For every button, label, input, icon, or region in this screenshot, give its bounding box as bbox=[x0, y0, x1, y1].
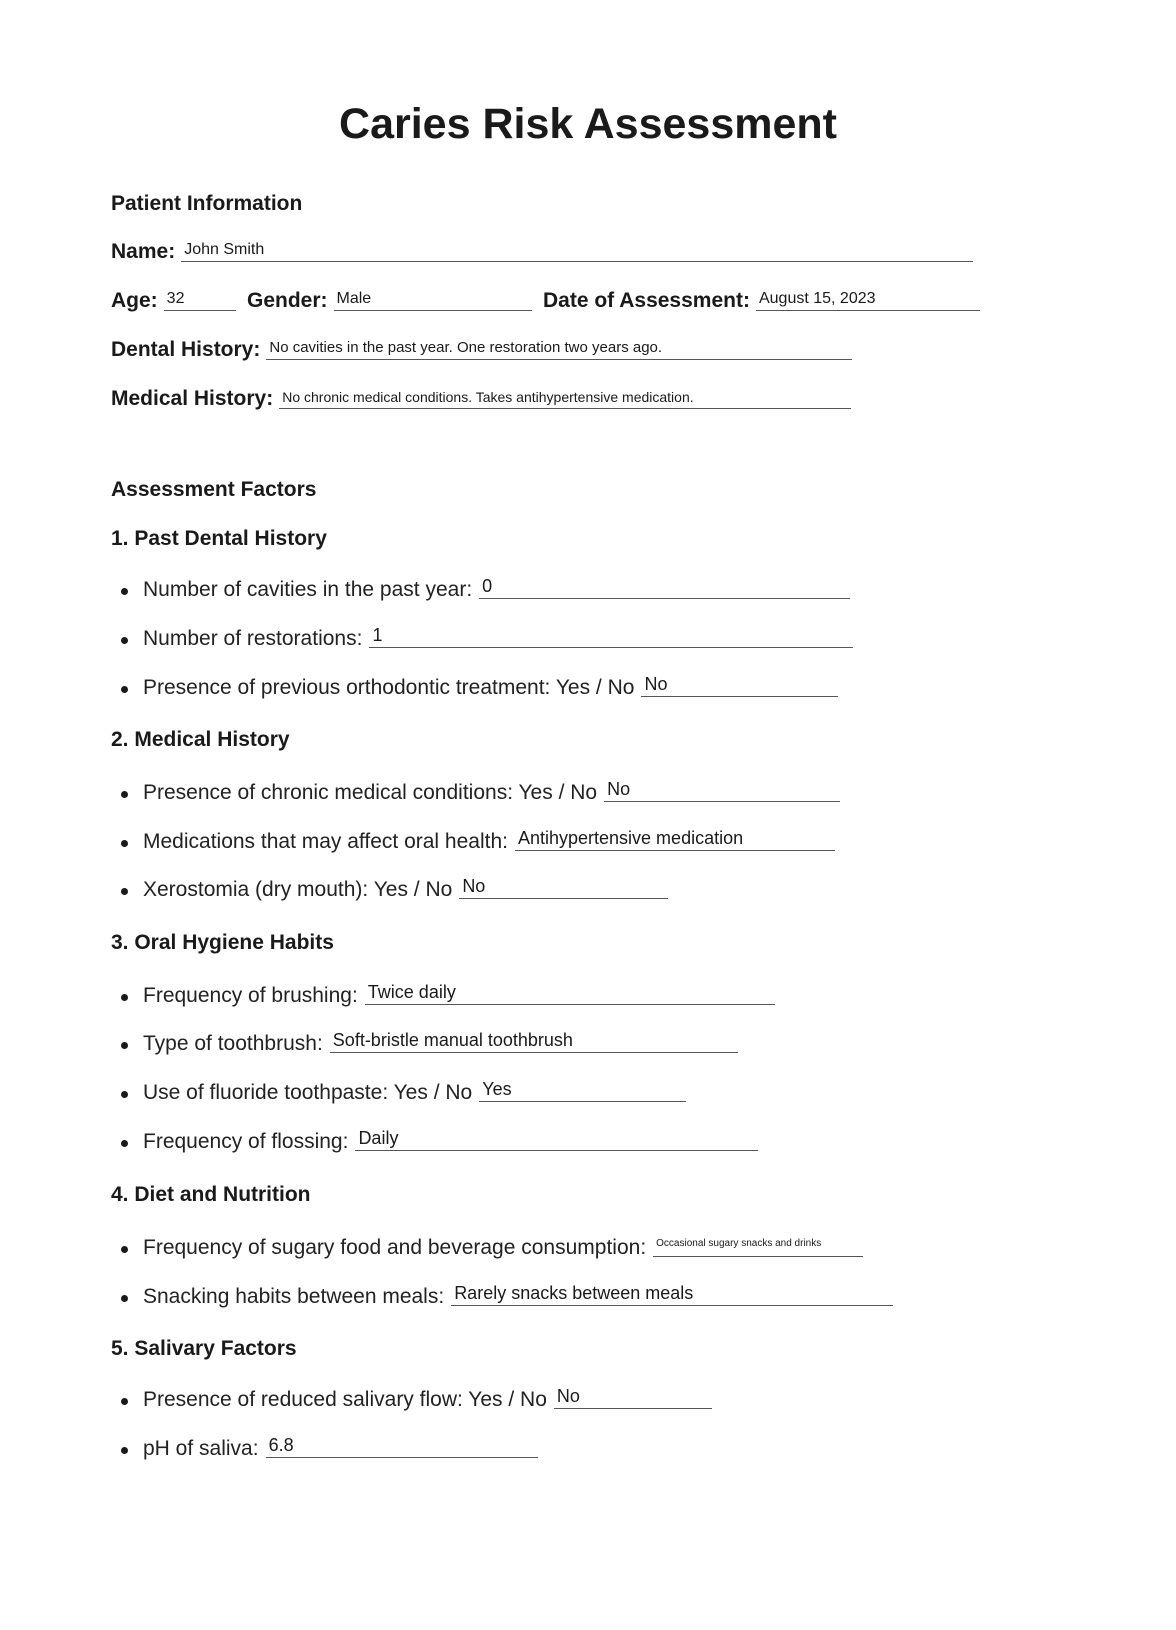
item-label: Type of toothbrush: bbox=[143, 1032, 323, 1055]
dental-history-value[interactable]: No cavities in the past year. One restoration two years ago. bbox=[266, 338, 852, 360]
item-value[interactable]: Occasional sugary snacks and drinks bbox=[653, 1233, 863, 1257]
item-value[interactable]: Antihypertensive medication bbox=[515, 827, 835, 851]
list-item bbox=[121, 878, 668, 902]
list-item bbox=[121, 830, 835, 854]
list-item bbox=[121, 1032, 738, 1056]
list-item bbox=[121, 1236, 863, 1260]
bullet bbox=[121, 1091, 128, 1098]
gender-label: Gender: bbox=[247, 289, 328, 312]
list-item bbox=[121, 627, 853, 651]
item-label: Frequency of sugary food and beverage consumption: bbox=[143, 1236, 647, 1259]
item-value[interactable]: No bbox=[604, 778, 840, 802]
item-label: Use of fluoride toothpaste: Yes / No bbox=[143, 1081, 473, 1104]
list-item bbox=[121, 1437, 538, 1461]
section-heading: 3. Oral Hygiene Habits bbox=[111, 931, 334, 954]
medical-history-label: Medical History: bbox=[111, 387, 274, 410]
item-label: pH of saliva: bbox=[143, 1437, 259, 1460]
bullet bbox=[121, 791, 128, 798]
section-heading: 5. Salivary Factors bbox=[111, 1337, 297, 1360]
section-heading: 2. Medical History bbox=[111, 728, 290, 751]
item-label: Number of restorations: bbox=[143, 627, 363, 650]
item-label: Xerostomia (dry mouth): Yes / No bbox=[143, 878, 453, 901]
name-field bbox=[111, 240, 973, 264]
bullet bbox=[121, 1140, 128, 1147]
item-label: Presence of reduced salivary flow: Yes / No bbox=[143, 1388, 547, 1411]
item-value[interactable]: Soft-bristle manual toothbrush bbox=[330, 1029, 738, 1053]
bullet bbox=[121, 994, 128, 1001]
list-item bbox=[121, 1130, 758, 1154]
list-item bbox=[121, 676, 838, 700]
bullet bbox=[121, 1295, 128, 1302]
list-item bbox=[121, 984, 775, 1008]
item-label: Frequency of brushing: bbox=[143, 984, 358, 1007]
bullet bbox=[121, 686, 128, 693]
bullet bbox=[121, 1042, 128, 1049]
bullet bbox=[121, 840, 128, 847]
gender-value[interactable]: Male bbox=[334, 289, 532, 311]
bullet bbox=[121, 1398, 128, 1405]
item-label: Presence of previous orthodontic treatment: Yes / No bbox=[143, 676, 635, 699]
item-value[interactable]: Yes bbox=[479, 1078, 686, 1102]
item-value[interactable]: No bbox=[459, 875, 668, 899]
item-value[interactable]: No bbox=[641, 673, 838, 697]
item-value[interactable]: 6.8 bbox=[266, 1434, 538, 1458]
item-value[interactable]: Twice daily bbox=[365, 981, 775, 1005]
item-label: Number of cavities in the past year: bbox=[143, 578, 473, 601]
item-label: Frequency of flossing: bbox=[143, 1130, 349, 1153]
bullet bbox=[121, 1246, 128, 1253]
medical-history-field bbox=[111, 387, 851, 411]
item-value[interactable]: No bbox=[554, 1385, 712, 1409]
dental-history-label: Dental History: bbox=[111, 338, 261, 361]
list-item bbox=[121, 578, 850, 602]
gender-field bbox=[247, 289, 532, 313]
item-value[interactable]: Rarely snacks between meals bbox=[451, 1282, 893, 1306]
page-title: Caries Risk Assessment bbox=[339, 100, 837, 148]
bullet bbox=[121, 637, 128, 644]
item-label: Presence of chronic medical conditions: Yes / No bbox=[143, 781, 598, 804]
name-label: Name: bbox=[111, 240, 176, 263]
age-label: Age: bbox=[111, 289, 158, 312]
date-value[interactable]: August 15, 2023 bbox=[756, 289, 980, 311]
age-field bbox=[111, 289, 236, 313]
bullet bbox=[121, 588, 128, 595]
list-item bbox=[121, 781, 840, 805]
list-item bbox=[121, 1285, 893, 1309]
date-of-assessment-field bbox=[543, 289, 980, 313]
date-label: Date of Assessment: bbox=[543, 289, 750, 312]
section-heading: 4. Diet and Nutrition bbox=[111, 1183, 311, 1206]
section-heading: 1. Past Dental History bbox=[111, 527, 327, 550]
item-value[interactable]: 0 bbox=[479, 575, 850, 599]
dental-history-field bbox=[111, 338, 852, 362]
list-item bbox=[121, 1388, 712, 1412]
assessment-factors-heading: Assessment Factors bbox=[111, 478, 317, 501]
age-value[interactable]: 32 bbox=[164, 289, 236, 311]
item-value[interactable]: 1 bbox=[369, 624, 853, 648]
patient-information-heading: Patient Information bbox=[111, 192, 303, 215]
item-value[interactable]: Daily bbox=[355, 1127, 758, 1151]
item-label: Medications that may affect oral health: bbox=[143, 830, 508, 853]
bullet bbox=[121, 1447, 128, 1454]
list-item bbox=[121, 1081, 686, 1105]
name-value[interactable]: John Smith bbox=[181, 240, 973, 262]
bullet bbox=[121, 888, 128, 895]
item-label: Snacking habits between meals: bbox=[143, 1285, 445, 1308]
medical-history-value[interactable]: No chronic medical conditions. Takes antihypertensive medication. bbox=[279, 387, 851, 409]
